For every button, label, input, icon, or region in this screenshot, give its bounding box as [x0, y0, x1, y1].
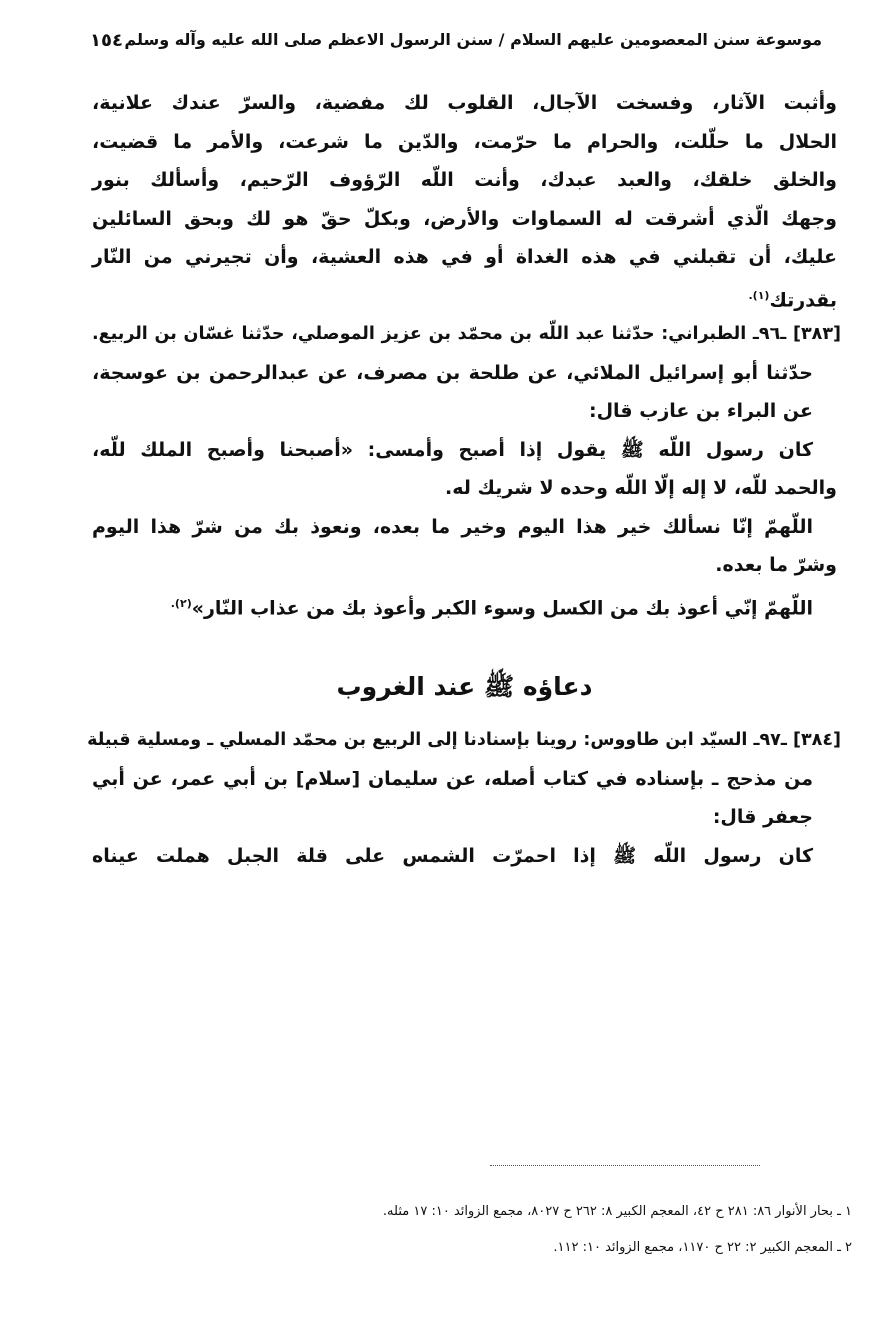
hadith-number-line: [٣٨٤] ـ٩٧ـ السيّد ابن طاووس: روينا بإسنادنا إلى الربيع بن محمّد المسلي ـ ومسلية قبيلة — [87, 730, 841, 750]
text-line: اللّهمّ إنّا نسألك خير هذا اليوم وخير ما بعده، ونعوذ بك من شرّ هذا اليوم — [92, 515, 813, 538]
text-line: كان رسول اللّه ﷺ يقول إذا أصبح وأمسى: «أصبحنا وأصبح الملك للّه، — [92, 438, 813, 461]
page-body — [87, 84, 841, 875]
text: بقدرتك — [769, 288, 837, 311]
footnote-1: ١ ـ بحار الأنوار ٨٦: ٢٨١ ح ٤٢، المعجم الكبير ٨: ٢٦٢ ح ٨٠٢٧، مجمع الزوائد ١٠: ١٧ مثله. — [382, 1204, 852, 1219]
footnote-separator — [490, 1165, 760, 1166]
hadith-383 — [92, 315, 841, 623]
text-line: والحمد للّه، لا إله إلّا اللّه وحده لا شريك له. — [445, 477, 837, 499]
text: اللّهمّ إنّي أعوذ بك من الكسل وسوء الكبر وأعوذ بك من عذاب النّار» — [191, 596, 813, 619]
running-title: موسوعة سنن المعصومين عليهم السلام / سنن الرسول الاعظم صلى الله عليه وآله وسلم — [124, 30, 822, 49]
text-line: جعفر قال: — [712, 806, 813, 828]
text-line: وشرّ ما بعده. — [715, 554, 837, 576]
text-line: وجهك الّذي أشرقت له السماوات والأرض، وبكلّ حقّ هو لك وبحق السائلين — [92, 207, 837, 230]
text-line: وأثبت الآثار، وفسخت الآجال، القلوب لك مفضية، والسرّ عندك علانية، — [92, 92, 837, 114]
text-line — [92, 277, 837, 316]
section-heading: دعاؤه ﷺ عند الغروب — [336, 672, 593, 701]
text-line: الحلال ما حلّلت، والحرام ما حرّمت، والدّين ما شرعت، والأمر ما قضيت، — [92, 130, 837, 153]
footnotes — [92, 1200, 852, 1272]
paragraph-supplication — [92, 84, 837, 315]
text-line — [92, 585, 837, 624]
hadith-number-line: [٣٨٣] ـ٩٦ـ الطبراني: حدّثنا عبد اللّه بن محمّد بن عزيز الموصلي، حدّثنا غسّان بن الربيع. — [92, 324, 841, 344]
page-number: ١٥٤ — [90, 30, 123, 51]
footnote-ref-2: (٢). — [170, 596, 192, 610]
text-line: من مذحج ـ بإسناده في كتاب أصله، عن سليمان [سلام] بن أبي عمر، عن أبي — [92, 767, 813, 790]
hadith-384 — [87, 721, 841, 875]
footnote-ref-1: (١). — [748, 288, 770, 302]
text-line: عليك، أن تقبلني في هذه الغداة أو في هذه العشية، وأن تجيرني من النّار — [92, 246, 837, 268]
text-line: والخلق خلقك، والعبد عبدك، وأنت اللّه الرّؤوف الرّحيم، وأسألك بنور — [92, 169, 837, 191]
text-line: كان رسول اللّه ﷺ إذا احمرّت الشمس على قلة الجبل هملت عيناه — [92, 844, 813, 867]
text-line: عن البراء بن عازب قال: — [588, 400, 813, 422]
footnote-2: ٢ ـ المعجم الكبير ٢: ٢٢ ح ١١٧٠، مجمع الزوائد ١٠: ١١٢. — [553, 1240, 852, 1255]
page-header — [90, 30, 822, 60]
text-line: حدّثنا أبو إسرائيل الملائي، عن طلحة بن مصرف، عن عبدالرحمن بن عوسجة، — [92, 361, 813, 384]
